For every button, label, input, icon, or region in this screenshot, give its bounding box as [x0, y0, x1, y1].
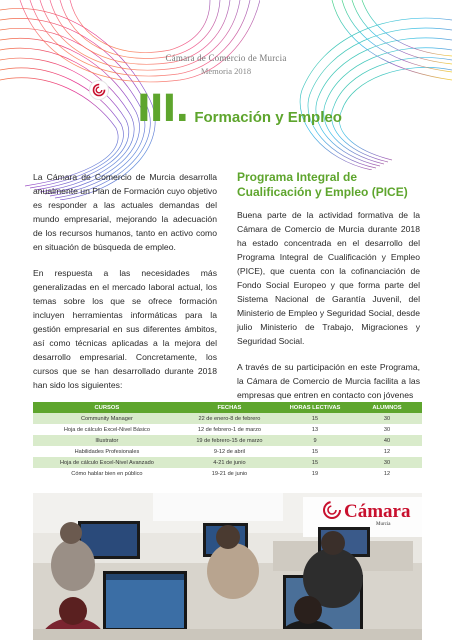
- course-name: Illustrator: [33, 435, 181, 446]
- table-row: [33, 413, 422, 424]
- course-hours: 15: [278, 446, 352, 457]
- section-title: Formación y Empleo: [194, 109, 342, 126]
- course-students: 12: [352, 468, 422, 479]
- courses-table: [33, 402, 422, 479]
- decorative-swirl-right: [222, 0, 452, 170]
- camara-logo-icon: [89, 80, 109, 100]
- table-row: [33, 457, 422, 468]
- course-hours: 9: [278, 435, 352, 446]
- course-students: 30: [352, 424, 422, 435]
- table-row: [33, 446, 422, 457]
- table-header-row: [33, 402, 422, 413]
- table-row: [33, 424, 422, 435]
- course-hours: 15: [278, 413, 352, 424]
- course-name: Hoja de cálculo Excel-Nivel Básico: [33, 424, 181, 435]
- header-year-label: Memoria 2018: [200, 66, 252, 76]
- column-header: ALUMNOS: [352, 402, 422, 413]
- course-students: 30: [352, 457, 422, 468]
- course-dates: 19 de febrero-15 de marzo: [181, 435, 278, 446]
- course-students: 40: [352, 435, 422, 446]
- course-name: Hoja de cálculo Excel-Nivel Avanzado: [33, 457, 181, 468]
- sign-brand-text: Cámara: [344, 501, 411, 522]
- course-students: 12: [352, 446, 422, 457]
- classroom-photo: [33, 493, 422, 640]
- header-organization: Cámara de Comercio de Murcia: [165, 53, 287, 63]
- course-hours: 19: [278, 468, 352, 479]
- paragraph: En respuesta a las necesidades más generalizadas en el mercado laboral actual, los temas sobre los que se ofrece formación incluyen herramientas informáticas para la gestión empresarial en sus diferentes ámbitos, así como técnicas aplicadas a la mejora del desarrollo empresarial. Concretamente, los cursos que se han desarrollado durante 2018 han sido los siguientes:: [33, 268, 217, 390]
- course-hours: 15: [278, 457, 352, 468]
- table-row: [33, 435, 422, 446]
- column-header: HORAS LECTIVAS: [278, 402, 352, 413]
- left-column: [33, 170, 217, 404]
- paragraph: A través de su participación en este Programa, la Cámara de Comercio de Murcia facilita a las empresas que entren en contacto con jóvenes: [237, 362, 420, 400]
- paragraph: Buena parte de la actividad formativa de la Cámara de Comercio de Murcia durante 2018 ha estado concentrada en el desarrollo del Programa Integral de Cualificación y Empleo (PICE), que cuenta con la cofinanciación de Fondo Social Europeo y que forma parte del Sistema Nacional de Garantía Juvenil, del Ministerio de Empleo y Seguridad Social, desde julio Ministerio de Trabajo, Migraciones y Seguridad Social.: [237, 210, 420, 346]
- course-name: Habilidades Profesionales: [33, 446, 181, 457]
- course-students: 30: [352, 413, 422, 424]
- sign-city-text: Murcia: [376, 522, 391, 527]
- column-header: CURSOS: [33, 402, 181, 413]
- course-name: Community Manager: [33, 413, 181, 424]
- section-heading: [137, 88, 342, 128]
- table-row: [33, 468, 422, 479]
- paragraph: La Cámara de Comercio de Murcia desarrolla anualmente un Plan de Formación cuyo objetivo es responder a las actuales demandas del mundo empresarial, mejorando la adecuación de los recursos humanos, tanto en activo como en situación de búsqueda de empleo.: [33, 172, 217, 252]
- course-dates: 4-21 de junio: [181, 457, 278, 468]
- course-name: Cómo hablar bien en público: [33, 468, 181, 479]
- course-dates: 22 de enero-8 de febrero: [181, 413, 278, 424]
- section-number: III.: [137, 87, 189, 130]
- pice-heading: Programa Integral de Cualificación y Empleo (PICE): [237, 170, 408, 199]
- right-column: [237, 208, 420, 414]
- column-header: FECHAS: [181, 402, 278, 413]
- course-dates: 19-21 de junio: [181, 468, 278, 479]
- course-hours: 13: [278, 424, 352, 435]
- course-dates: 12 de febrero-1 de marzo: [181, 424, 278, 435]
- classroom-illustration: [33, 493, 422, 640]
- course-dates: 9-12 de abril: [181, 446, 278, 457]
